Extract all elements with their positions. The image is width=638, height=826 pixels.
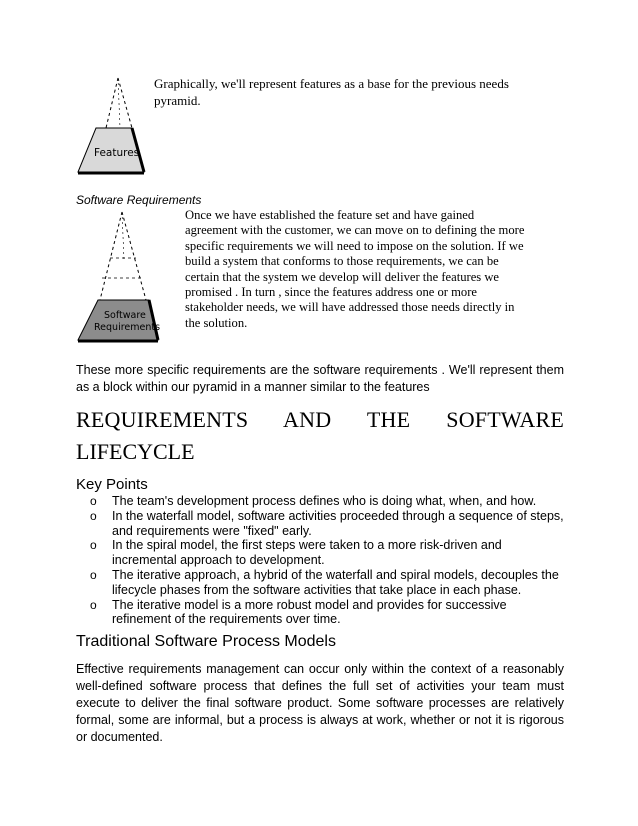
software-requirements-pyramid-figure bbox=[74, 210, 184, 346]
section-heading-line2: LIFECYCLE bbox=[76, 439, 195, 464]
bullet-marker: o bbox=[90, 494, 97, 508]
bullet-marker: o bbox=[90, 567, 97, 582]
list-item: o In the waterfall model, software activities proceeded through a sequence of steps, and requirements were "fixed" early. bbox=[90, 508, 564, 538]
key-points-title: Key Points bbox=[76, 476, 148, 493]
section-heading-line1: REQUIREMENTS AND THE SOFTWARE bbox=[76, 407, 564, 432]
list-item: o The iterative approach, a hybrid of the waterfall and spiral models, decouples the lifecycle phases from the software activities that take place in each phase. bbox=[90, 567, 559, 597]
list-item: o The iterative model is a more robust model and provides for successive refinement of the requirements over time. bbox=[90, 597, 507, 627]
bullet-marker: o bbox=[90, 597, 97, 612]
figure1-description: Graphically, we'll represent features as a base for the previous needs pyramid. bbox=[154, 76, 509, 108]
figure2-description: Once we have established the feature set and have gained agreement with the customer, we can move on to defining the more specific requirements we will need to impose on the solution. If we build a system that conforms to those requirements, we can be certain that the system we develop will deliver the features we promised . In turn , since the features address one or more stakeholder needs, we will have addressed those needs directly in the solution. bbox=[185, 208, 525, 330]
bullet-marker: o bbox=[90, 508, 97, 523]
key-points-list bbox=[76, 494, 566, 627]
subsection-heading: Traditional Software Process Models bbox=[76, 633, 336, 650]
features-pyramid-figure bbox=[74, 76, 154, 176]
list-item: o The team's development process defines who is doing what, when, and how. bbox=[90, 494, 537, 508]
body-paragraph-1: These more specific requirements are the software requirements . We'll represent them as a block within our pyramid in a manner similar to the features bbox=[76, 363, 564, 394]
list-item: o In the spiral model, the first steps were taken to a more risk-driven and incremental approach to development. bbox=[90, 538, 502, 568]
body-paragraph-2: Effective requirements management can occur only within the context of a reasonably well-defined software process that defines the full set of activities your team must execute to deliver the final software product. Some software processes are relatively formal, some are informal, but a process is always at work, whether or not it is rigorous or documented. bbox=[76, 662, 564, 744]
bullet-marker: o bbox=[90, 538, 97, 553]
pyramid-dashed-outline bbox=[100, 212, 146, 300]
software-requirements-label-line1: Software bbox=[104, 310, 146, 321]
features-label: Features bbox=[94, 147, 140, 159]
software-requirements-label-line2: Requirements bbox=[94, 322, 161, 333]
figure-caption: Software Requirements bbox=[76, 193, 202, 207]
